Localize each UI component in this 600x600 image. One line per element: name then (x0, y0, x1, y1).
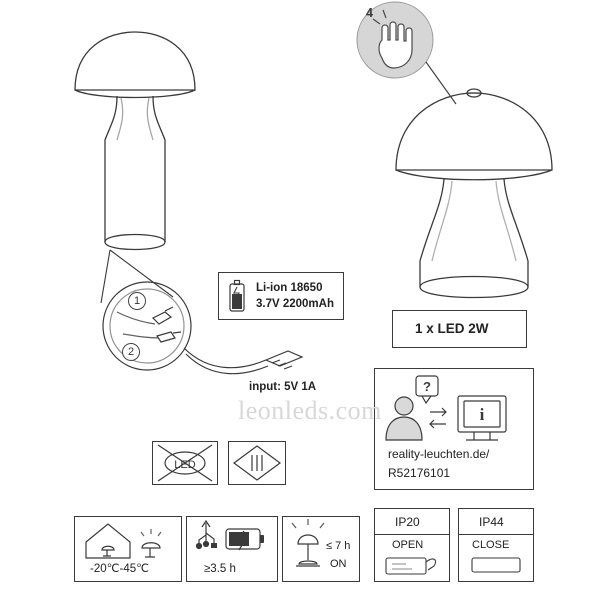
run-state-label: ON (330, 558, 347, 570)
cover-open-icon (382, 552, 442, 578)
support-url-line-1: reality-leuchten.de/ (388, 447, 490, 461)
ip20-state: OPEN (392, 539, 424, 551)
touch-callout (340, 0, 460, 110)
charge-time-label: ≥3.5 h (204, 563, 236, 575)
callout-4: 4 (366, 6, 373, 20)
ip20-divider (374, 534, 450, 535)
lamp-front-view (55, 20, 255, 280)
support-url-line-2: R52176101 (388, 466, 451, 480)
ip44-code: IP44 (479, 515, 504, 529)
class-three-icon (228, 441, 286, 485)
battery-icon (226, 278, 250, 314)
battery-line-2: 3.7V 2200mAh (256, 298, 334, 310)
watermark: leonleds.com (238, 396, 382, 425)
lamp-switch-view (378, 75, 578, 315)
temperature-label: -20℃-45℃ (90, 563, 150, 575)
indoor-use-icon (78, 518, 178, 562)
lamp-on-icon (288, 522, 330, 574)
ip44-state: CLOSE (472, 539, 510, 551)
svg-text:LED: LED (174, 459, 196, 471)
no-replace-led-icon (152, 441, 218, 485)
callout-1: 1 (128, 292, 146, 310)
cover-closed-icon (468, 554, 526, 576)
runtime-label: ≤ 7 h (326, 540, 351, 552)
usb-cable (180, 330, 310, 380)
svg-text:i: i (479, 405, 485, 424)
svg-text:?: ? (423, 379, 431, 394)
ip20-code: IP20 (395, 515, 420, 529)
led-power-label: 1 x LED 2W (415, 321, 489, 336)
input-label: input: 5V 1A (249, 381, 317, 393)
ip44-divider (458, 534, 534, 535)
support-pictogram (382, 374, 527, 444)
battery-line-1: Li-ion 18650 (256, 282, 323, 294)
usb-icon (196, 519, 268, 561)
callout-2: 2 (122, 343, 140, 361)
